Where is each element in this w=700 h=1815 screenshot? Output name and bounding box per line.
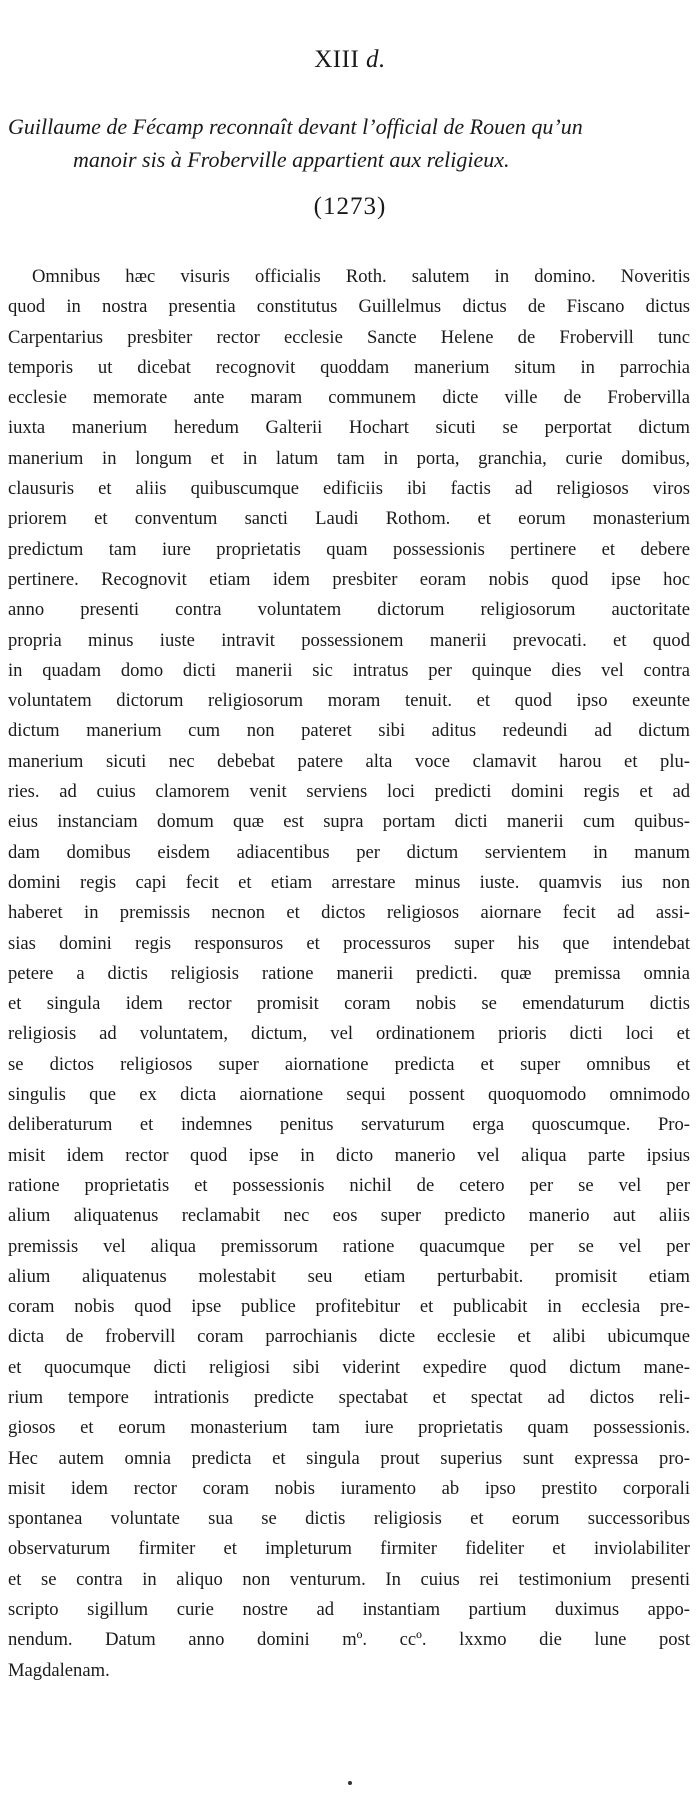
text-line: dam domibus eisdem adiacentibus per dictum servientem in manum [8,841,690,863]
page-footer-dot [348,1781,352,1785]
document-number-roman: XIII [314,46,360,73]
text-line: deliberaturum et indemnes penitus servaturum erga quoscumque. Pro- [8,1114,690,1136]
text-line: et singula idem rector promisit coram nobis se emendaturum dictis [8,993,690,1015]
text-line: misit idem rector coram nobis iuramento ab ipso prestito corporali [8,1477,690,1499]
text-line: Hec autem omnia predicta et singula prout superius sunt expressa pro- [8,1447,690,1469]
text-line: observaturum firmiter et impleturum firmiter fideliter et inviolabiliter [8,1538,690,1560]
text-line: misit idem rector quod ipse in dicto manerio vel aliqua parte ipsius [8,1144,690,1166]
text-line: ries. ad cuius clamorem venit serviens loci predicti domini regis et ad [8,781,690,803]
text-line: quod in nostra presentia constitutus Guillelmus dictus de Fiscano dictus [8,296,690,318]
text-line: spontanea voluntate sua se dictis religiosis et eorum successoribus [8,1508,690,1530]
text-line: alium aliquatenus molestabit seu etiam perturbabit. promisit etiam [8,1265,690,1287]
text-line: premissis vel aliqua premissorum ratione quacumque per se vel per [8,1235,690,1257]
text-line: Magdalenam. [8,1659,110,1681]
text-line: dictum manerium cum non pateret sibi aditus redeundi ad dictum [8,720,690,742]
text-line: Omnibus hæc visuris officialis Roth. salutem in domino. Noveritis [32,266,690,287]
charter-text [8,262,690,1686]
text-line: coram nobis quod ipse publice profitebitur et publicabit in ecclesia pre- [8,1296,690,1318]
text-line: et quocumque dicti religiosi sibi viderint expedire quod dictum mane- [8,1356,690,1378]
text-line: clausuris et aliis quibuscumque edificiis ibi factis ad religiosos viros [8,478,690,500]
document-title [0,110,700,176]
text-line: scripto sigillum curie nostre ad instantiam partium duximus appo- [8,1599,690,1621]
text-line: voluntatem dictorum religiosorum moram tenuit. et quod ipso exeunte [8,690,690,712]
text-line: pertinere. Recognovit etiam idem presbiter eoram nobis quod ipse hoc [8,568,690,590]
text-line: haberet in premissis necnon et dictos religiosos aiornare fecit ad assi- [8,902,690,924]
text-line: domini regis capi fecit et etiam arrestare minus iuste. quamvis ius non [8,871,690,893]
text-line: religiosis ad voluntatem, dictum, vel ordinationem prioris dicti loci et [8,1023,690,1045]
text-line: eius instanciam domum quæ est supra portam dicti manerii cum quibus- [8,811,690,833]
text-line: temporis ut dicebat recognovit quoddam manerium situm in parrochia [8,356,690,378]
text-line: et se contra in aliquo non venturum. In cuius rei testimonium presenti [8,1568,690,1590]
text-line: nendum. Datum anno domini mº. ccº. lxxmo die lune post [8,1629,690,1651]
text-line: singulis que ex dicta aiornatione sequi possent quoquomodo omnimodo [8,1084,690,1106]
text-line: ratione proprietatis et possessionis nichil de cetero per se vel per [8,1174,690,1196]
title-line: Guillaume de Fécamp reconnaît devant l’official de Rouen qu’un [8,114,583,139]
text-line: anno presenti contra voluntatem dictorum religiosorum auctoritate [8,599,690,621]
document-number-suffix: d. [366,46,386,73]
text-line: in quadam domo dicti manerii sic intratus per quinque dies vel contra [8,659,690,681]
text-line: iuxta manerium heredum Galterii Hochart sicuti se perportat dictum [8,417,690,439]
text-line: se dictos religiosos super aiornatione predicta et super omnibus et [8,1053,690,1075]
text-line: dicta de frobervill coram parrochianis dicte ecclesie et alibi ubicumque [8,1326,690,1348]
text-line: propria minus iuste intravit possessionem manerii prevocati. et quod [8,629,690,651]
text-line: petere a dictis religiosis ratione manerii predicti. quæ premissa omnia [8,962,690,984]
document-number [0,46,700,74]
text-line: priorem et conventum sancti Laudi Rothom. et eorum monasterium [8,508,690,530]
text-line: manerium sicuti nec debebat patere alta voce clamavit harou et plu- [8,750,690,772]
text-line: predictum tam iure proprietatis quam possessionis pertinere et debere [8,538,690,560]
text-line: giosos et eorum monasterium tam iure proprietatis quam possessionis. [8,1417,690,1439]
text-line: manerium in longum et in latum tam in porta, granchia, curie domibus, [8,447,690,469]
text-line: Carpentarius presbiter rector ecclesie Sancte Helene de Frobervill tunc [8,326,690,348]
text-line: rium tempore intrationis predicte spectabat et spectat ad dictos reli- [8,1386,690,1408]
title-line: manoir sis à Froberville appartient aux religieux. [73,147,510,172]
text-line: alium aliquatenus reclamabit nec eos super predicto manerio aut aliis [8,1205,690,1227]
document-year: (1273) [313,193,387,220]
text-line: ecclesie memorate ante maram communem dicte ville de Frobervilla [8,387,690,409]
text-line: sias domini regis responsuros et processuros super his que intendebat [8,932,690,954]
